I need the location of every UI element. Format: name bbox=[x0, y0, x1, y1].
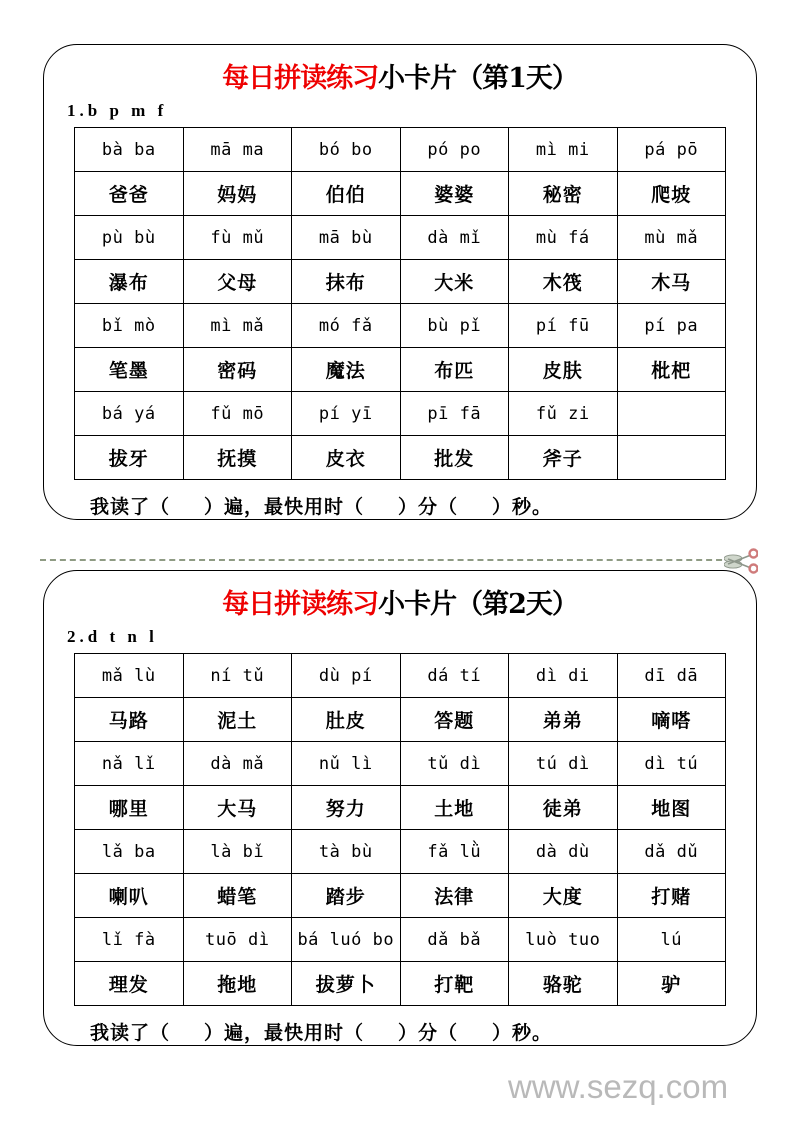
table-cell-hanzi: 努力 bbox=[292, 786, 401, 830]
footer-part4: ）秒。 bbox=[492, 1022, 553, 1044]
footer-part1: 我读了（ bbox=[90, 1022, 171, 1044]
table-cell-hanzi: 布匹 bbox=[400, 348, 509, 392]
table-row bbox=[75, 260, 726, 304]
card-title-black: 小卡片（第1天） bbox=[378, 63, 578, 94]
table-row bbox=[75, 698, 726, 742]
table-row bbox=[75, 128, 726, 172]
table-cell-pinyin: ní tǔ bbox=[183, 654, 292, 698]
table-cell-pinyin: dǎ dǔ bbox=[617, 830, 726, 874]
table-cell-pinyin: fù mǔ bbox=[183, 216, 292, 260]
table-row bbox=[75, 962, 726, 1006]
table-cell-pinyin: pí pa bbox=[617, 304, 726, 348]
table-cell-pinyin: dì tú bbox=[617, 742, 726, 786]
table-row bbox=[75, 918, 726, 962]
table-cell-hanzi: 徒弟 bbox=[509, 786, 618, 830]
table-cell-pinyin: mó fǎ bbox=[292, 304, 401, 348]
table-cell-pinyin: tuō dì bbox=[183, 918, 292, 962]
table-cell-pinyin: bó bo bbox=[292, 128, 401, 172]
card-title-red: 每日拼读练习 bbox=[222, 63, 379, 94]
drill-table bbox=[74, 653, 726, 1006]
table-cell-pinyin: tà bù bbox=[292, 830, 401, 874]
footer-part3: ）分（ bbox=[398, 496, 459, 518]
table-cell-hanzi: 驴 bbox=[617, 962, 726, 1006]
table-cell-hanzi: 泥土 bbox=[183, 698, 292, 742]
table-cell-pinyin: bù pǐ bbox=[400, 304, 509, 348]
table-cell-hanzi: 伯伯 bbox=[292, 172, 401, 216]
card-title-red: 每日拼读练习 bbox=[222, 589, 379, 620]
table-cell-hanzi: 婆婆 bbox=[400, 172, 509, 216]
table-cell-hanzi: 马路 bbox=[75, 698, 184, 742]
table-cell-hanzi: 拔牙 bbox=[75, 436, 184, 480]
table-cell-hanzi: 肚皮 bbox=[292, 698, 401, 742]
table-cell-hanzi: 秘密 bbox=[509, 172, 618, 216]
table-cell-pinyin: dì di bbox=[509, 654, 618, 698]
drill-table-body bbox=[75, 128, 726, 480]
table-cell-hanzi: 妈妈 bbox=[183, 172, 292, 216]
card-title bbox=[44, 571, 756, 618]
table-cell-pinyin: dà mǎ bbox=[183, 742, 292, 786]
drill-table-body bbox=[75, 654, 726, 1006]
table-cell-pinyin: dù pí bbox=[292, 654, 401, 698]
table-cell-pinyin: bá luó bo bbox=[292, 918, 401, 962]
table-cell-hanzi: 父母 bbox=[183, 260, 292, 304]
table-cell-hanzi: 魔法 bbox=[292, 348, 401, 392]
table-cell-hanzi: 土地 bbox=[400, 786, 509, 830]
table-cell-pinyin: là bǐ bbox=[183, 830, 292, 874]
footer-part1: 我读了（ bbox=[90, 496, 171, 518]
table-cell-hanzi: 打靶 bbox=[400, 962, 509, 1006]
table-cell-pinyin: lǎ ba bbox=[75, 830, 184, 874]
table-cell-pinyin: dī dā bbox=[617, 654, 726, 698]
table-cell-hanzi: 爬坡 bbox=[617, 172, 726, 216]
site-watermark: www.sezq.com bbox=[508, 1068, 729, 1105]
table-row bbox=[75, 830, 726, 874]
table-cell-hanzi: 抚摸 bbox=[183, 436, 292, 480]
table-cell-pinyin: tú dì bbox=[509, 742, 618, 786]
table-cell-hanzi: 拖地 bbox=[183, 962, 292, 1006]
table-cell-hanzi: 木筏 bbox=[509, 260, 618, 304]
table-cell-hanzi: 大马 bbox=[183, 786, 292, 830]
table-cell-hanzi: 木马 bbox=[617, 260, 726, 304]
table-cell-pinyin: fǔ mō bbox=[183, 392, 292, 436]
table-cell-empty bbox=[617, 436, 726, 480]
table-cell-pinyin: pī fā bbox=[400, 392, 509, 436]
table-cell-empty bbox=[617, 392, 726, 436]
table-row bbox=[75, 742, 726, 786]
footer-part2: ）遍，最快用时（ bbox=[204, 496, 365, 518]
footer-part4: ）秒。 bbox=[492, 496, 553, 518]
table-cell-pinyin: dà dù bbox=[509, 830, 618, 874]
practice-card-day1 bbox=[43, 44, 757, 520]
table-cell-pinyin: mǎ lù bbox=[75, 654, 184, 698]
footer-part3: ）分（ bbox=[398, 1022, 459, 1044]
table-cell-pinyin: bǐ mò bbox=[75, 304, 184, 348]
table-cell-hanzi: 嘀嗒 bbox=[617, 698, 726, 742]
table-cell-hanzi: 骆驼 bbox=[509, 962, 618, 1006]
table-cell-pinyin: fǔ zi bbox=[509, 392, 618, 436]
table-cell-hanzi: 大度 bbox=[509, 874, 618, 918]
table-cell-hanzi: 喇叭 bbox=[75, 874, 184, 918]
dashed-cut-line bbox=[40, 559, 732, 561]
table-cell-pinyin: pù bù bbox=[75, 216, 184, 260]
table-row bbox=[75, 392, 726, 436]
lesson-label: 2.d t n l bbox=[67, 627, 158, 646]
reading-record-line bbox=[44, 480, 756, 519]
table-cell-hanzi: 哪里 bbox=[75, 786, 184, 830]
table-cell-hanzi: 皮衣 bbox=[292, 436, 401, 480]
table-cell-pinyin: tǔ dì bbox=[400, 742, 509, 786]
table-row bbox=[75, 304, 726, 348]
table-cell-pinyin: dǎ bǎ bbox=[400, 918, 509, 962]
table-cell-hanzi: 笔墨 bbox=[75, 348, 184, 392]
table-cell-pinyin: dá tí bbox=[400, 654, 509, 698]
table-cell-hanzi: 皮肤 bbox=[509, 348, 618, 392]
table-cell-hanzi: 斧子 bbox=[509, 436, 618, 480]
table-cell-hanzi: 答题 bbox=[400, 698, 509, 742]
table-cell-hanzi: 枇杷 bbox=[617, 348, 726, 392]
practice-card-day2 bbox=[43, 570, 757, 1046]
table-cell-pinyin: mā bù bbox=[292, 216, 401, 260]
table-cell-hanzi: 地图 bbox=[617, 786, 726, 830]
table-cell-hanzi: 理发 bbox=[75, 962, 184, 1006]
table-cell-pinyin: pí fū bbox=[509, 304, 618, 348]
table-cell-pinyin: lú bbox=[617, 918, 726, 962]
drill-table bbox=[74, 127, 726, 480]
table-cell-hanzi: 大米 bbox=[400, 260, 509, 304]
table-cell-pinyin: bá yá bbox=[75, 392, 184, 436]
table-cell-hanzi: 批发 bbox=[400, 436, 509, 480]
card-title bbox=[44, 45, 756, 92]
table-cell-pinyin: bà ba bbox=[75, 128, 184, 172]
table-cell-pinyin: lǐ fà bbox=[75, 918, 184, 962]
table-cell-hanzi: 弟弟 bbox=[509, 698, 618, 742]
footer-part2: ）遍，最快用时（ bbox=[204, 1022, 365, 1044]
table-cell-hanzi: 打赌 bbox=[617, 874, 726, 918]
table-cell-hanzi: 密码 bbox=[183, 348, 292, 392]
table-cell-pinyin: nǎ lǐ bbox=[75, 742, 184, 786]
table-row bbox=[75, 874, 726, 918]
table-cell-pinyin: nǔ lì bbox=[292, 742, 401, 786]
table-row bbox=[75, 216, 726, 260]
table-cell-pinyin: pí yī bbox=[292, 392, 401, 436]
table-cell-pinyin: mù mǎ bbox=[617, 216, 726, 260]
card-title-black: 小卡片（第2天） bbox=[378, 589, 578, 620]
table-cell-hanzi: 踏步 bbox=[292, 874, 401, 918]
table-row bbox=[75, 348, 726, 392]
table-cell-hanzi: 蜡笔 bbox=[183, 874, 292, 918]
table-row bbox=[75, 654, 726, 698]
table-cell-pinyin: mì mǎ bbox=[183, 304, 292, 348]
table-cell-pinyin: mì mi bbox=[509, 128, 618, 172]
table-cell-hanzi: 爸爸 bbox=[75, 172, 184, 216]
lesson-label: 1.b p m f bbox=[67, 101, 168, 120]
table-cell-pinyin: luò tuo bbox=[509, 918, 618, 962]
table-cell-pinyin: dà mǐ bbox=[400, 216, 509, 260]
table-cell-pinyin: fǎ lǜ bbox=[400, 830, 509, 874]
table-row bbox=[75, 786, 726, 830]
table-cell-hanzi: 抹布 bbox=[292, 260, 401, 304]
table-row bbox=[75, 436, 726, 480]
table-cell-pinyin: pó po bbox=[400, 128, 509, 172]
table-cell-pinyin: pá pō bbox=[617, 128, 726, 172]
table-cell-pinyin: mā ma bbox=[183, 128, 292, 172]
table-row bbox=[75, 172, 726, 216]
table-cell-hanzi: 拔萝卜 bbox=[292, 962, 401, 1006]
table-cell-hanzi: 法律 bbox=[400, 874, 509, 918]
table-cell-pinyin: mù fá bbox=[509, 216, 618, 260]
reading-record-line bbox=[44, 1006, 756, 1045]
table-cell-hanzi: 瀑布 bbox=[75, 260, 184, 304]
